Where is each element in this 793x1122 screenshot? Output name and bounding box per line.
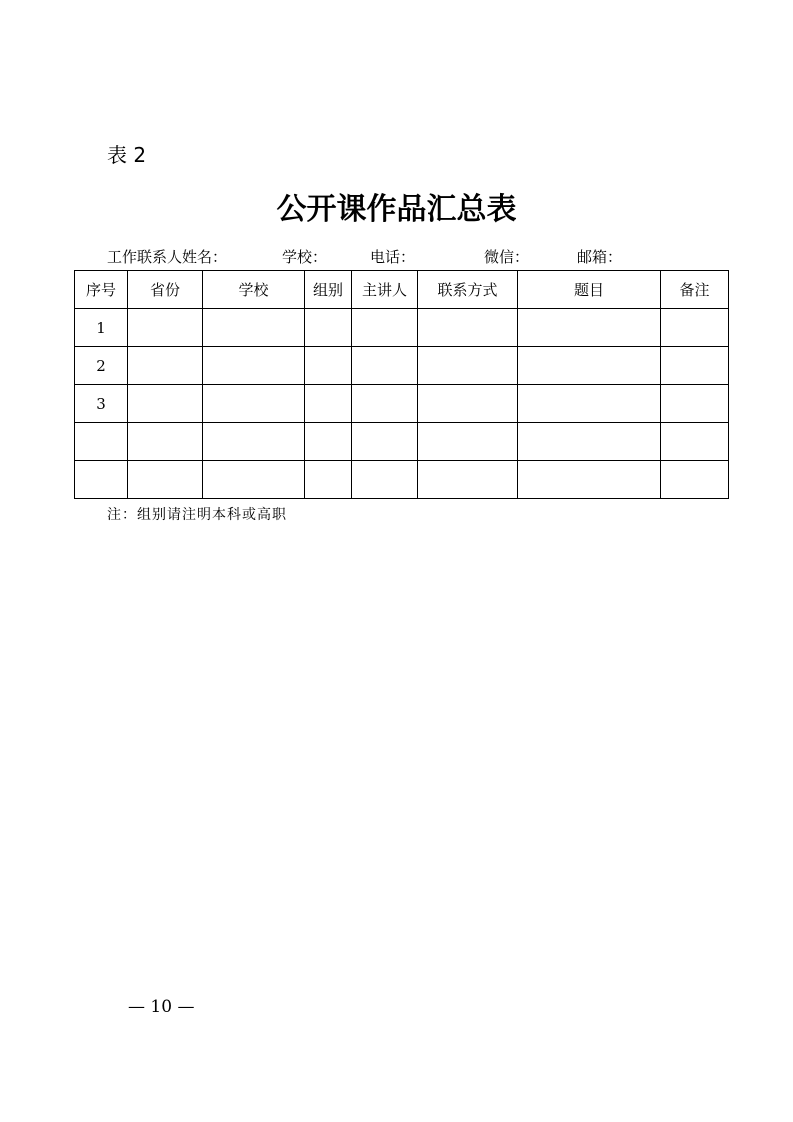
cell-topic <box>518 347 661 385</box>
header-remarks: 备注 <box>661 271 729 309</box>
cell-speaker <box>352 385 418 423</box>
cell-school <box>203 385 305 423</box>
cell-province <box>128 347 203 385</box>
cell-speaker <box>352 309 418 347</box>
cell-contact <box>418 347 518 385</box>
table-row <box>75 423 729 461</box>
contact-info-line <box>107 247 727 267</box>
phone-label: 电话： <box>370 248 416 266</box>
cell-province <box>128 461 203 499</box>
cell-serial: 3 <box>75 385 128 423</box>
header-speaker: 主讲人 <box>352 271 418 309</box>
header-serial: 序号 <box>75 271 128 309</box>
contact-name-label: 工作联系人姓名： <box>107 248 228 266</box>
cell-contact <box>418 309 518 347</box>
cell-topic <box>518 309 661 347</box>
cell-school <box>203 309 305 347</box>
table-footnote: 注：组别请注明本科或高职 <box>107 507 287 523</box>
table-header-row <box>75 271 729 309</box>
wechat-label: 微信： <box>484 248 530 266</box>
table-row <box>75 347 729 385</box>
cell-topic <box>518 461 661 499</box>
cell-speaker <box>352 347 418 385</box>
cell-speaker <box>352 461 418 499</box>
header-topic: 题目 <box>518 271 661 309</box>
table-row <box>75 385 729 423</box>
cell-remarks <box>661 309 729 347</box>
table-row <box>75 461 729 499</box>
cell-speaker <box>352 423 418 461</box>
cell-school <box>203 347 305 385</box>
cell-remarks <box>661 423 729 461</box>
table-row <box>75 309 729 347</box>
header-contact: 联系方式 <box>418 271 518 309</box>
cell-remarks <box>661 385 729 423</box>
cell-serial <box>75 461 128 499</box>
header-group: 组别 <box>305 271 352 309</box>
cell-remarks <box>661 347 729 385</box>
cell-contact <box>418 461 518 499</box>
cell-serial: 1 <box>75 309 128 347</box>
cell-contact <box>418 385 518 423</box>
cell-province <box>128 385 203 423</box>
page-number: — 10 — <box>128 997 195 1017</box>
cell-group <box>305 461 352 499</box>
cell-serial <box>75 423 128 461</box>
header-school: 学校 <box>203 271 305 309</box>
email-label: 邮箱： <box>577 248 623 266</box>
cell-province <box>128 309 203 347</box>
cell-topic <box>518 385 661 423</box>
cell-school <box>203 461 305 499</box>
cell-serial: 2 <box>75 347 128 385</box>
header-province: 省份 <box>128 271 203 309</box>
cell-remarks <box>661 461 729 499</box>
cell-group <box>305 309 352 347</box>
cell-province <box>128 423 203 461</box>
cell-group <box>305 423 352 461</box>
cell-group <box>305 385 352 423</box>
cell-topic <box>518 423 661 461</box>
cell-school <box>203 423 305 461</box>
cell-contact <box>418 423 518 461</box>
document-title: 公开课作品汇总表 <box>276 192 517 227</box>
summary-table <box>74 270 729 499</box>
cell-group <box>305 347 352 385</box>
table-label: 表 2 <box>107 143 147 167</box>
school-label: 学校： <box>282 248 328 266</box>
